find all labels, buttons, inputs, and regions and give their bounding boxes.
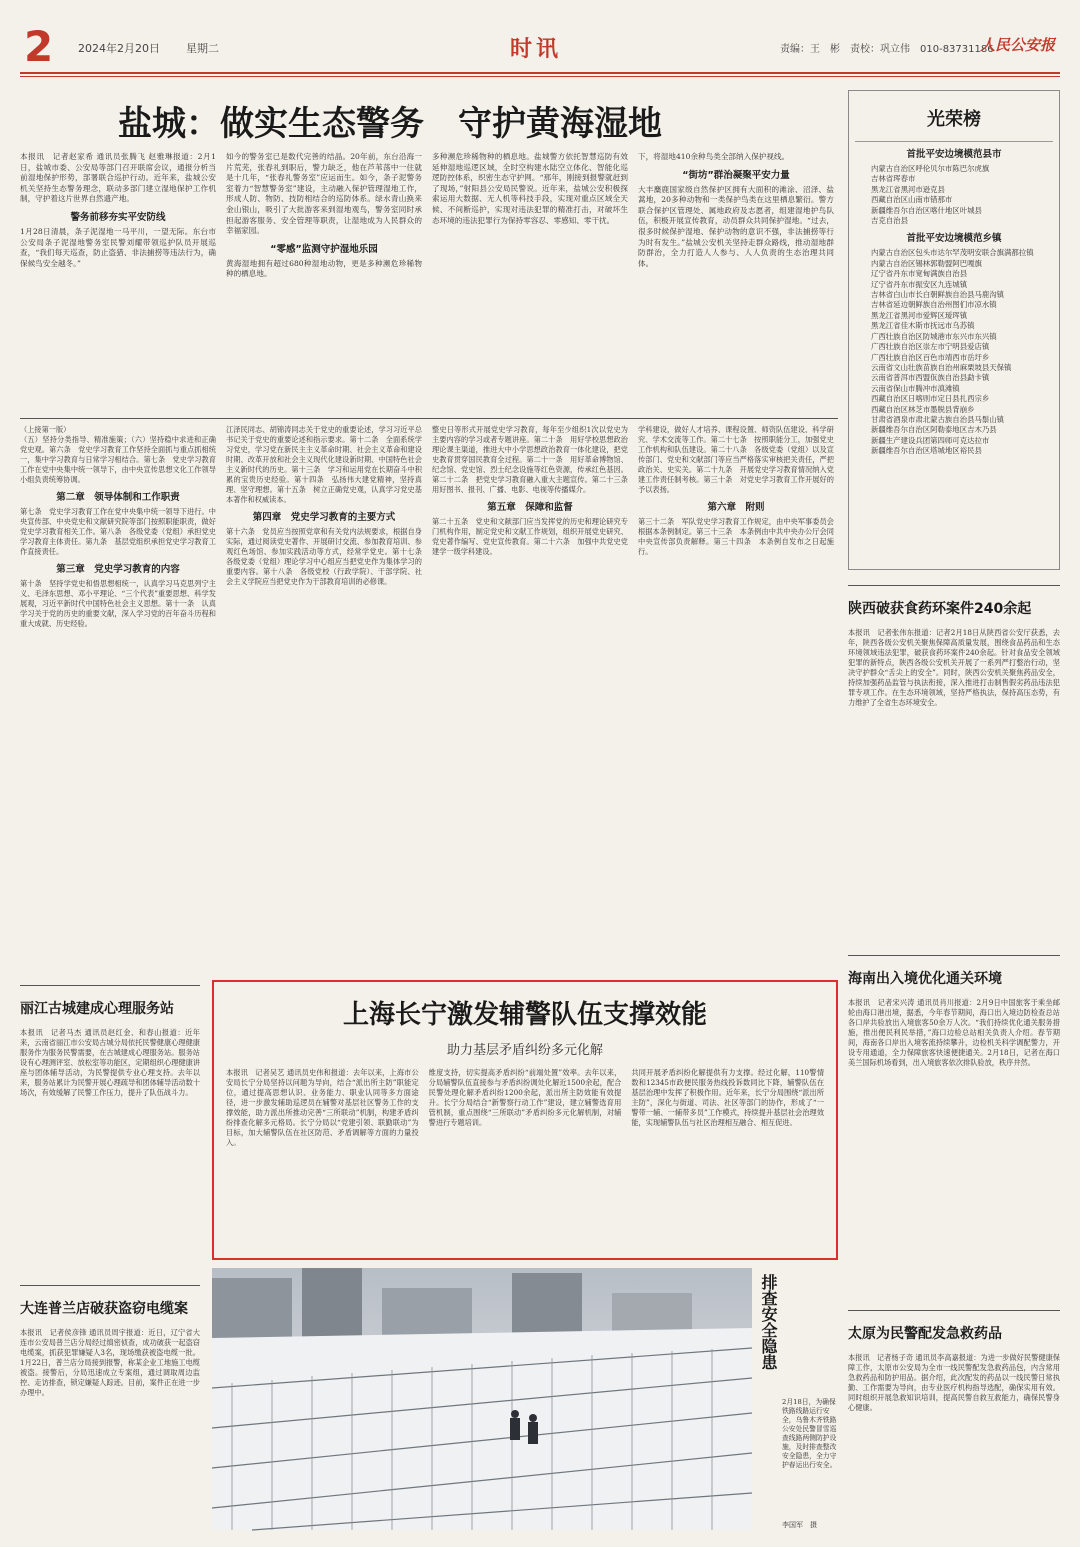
featured-headline: 上海长宁激发辅警队伍支撑效能: [342, 1000, 707, 1030]
honor-entry: 甘肃省酒泉市肃北蒙古族自治县马鬃山镇: [871, 414, 1005, 424]
honor-entry: 辽宁省丹东市振安区九连城镇: [871, 279, 968, 289]
honor-list: [855, 248, 1053, 456]
regulation-text: [20, 425, 838, 985]
shaanxi-article: [848, 585, 1060, 955]
lead-headline: 盐城：做实生态警务 守护黄海湿地: [118, 104, 662, 144]
continued-note: （上接第一版）: [20, 425, 71, 434]
lead-column-1: [20, 152, 216, 412]
honor-entry: 新疆维吾尔自治区喀什地区叶城县: [871, 205, 982, 215]
chapter-heading: 第三章 党史学习教育的内容: [56, 564, 180, 575]
lead-body: 如今的警务室已是数代完善的结晶。20年前，东台沿海一片荒芜，张春礼到职后，警力缺乏，他在芦苇荡中一住就是十几年，“张春礼警务室”应运而生。如今，条子泥警务室着力“智慧警务室”建设，主动融入保护管理湿地工作，形成人防、物防、技防相结合的巡防体系。绿水青山换来金山银山，吸引了大批游客来到湿地观鸟，警务室同时承担起游客服务、安全管理等职责，让湿地成为人民群众的幸福家园。: [226, 152, 422, 236]
honor-entry: 广西壮族自治区百色市靖西市岳圩乡: [871, 352, 990, 362]
section-title: 时讯: [510, 37, 563, 62]
honor-entry: 云南省保山市腾冲市滇滩镇: [871, 383, 960, 393]
honor-group-title: 首批平安边境模范乡镇: [906, 233, 1002, 245]
honor-entry: 新疆生产建设兵团第四师可克达拉市: [871, 435, 990, 445]
photo-caption-block: [756, 1268, 840, 1530]
lead-subhead: 警务前移夯实平安防线: [70, 211, 166, 223]
dalian-article: [20, 1285, 200, 1530]
honor-entry: 云南省普洱市西盟佤族自治县勐卡镇: [871, 373, 990, 383]
honor-entry: 黑龙江省佳木斯市抚远市乌苏镇: [871, 321, 975, 331]
honor-entry: 吉克自治县: [871, 216, 908, 226]
honor-entry: 广西壮族自治区防城港市东兴市东兴镇: [871, 331, 997, 341]
honor-entry: 西藏自治区日喀则市定日县扎西宗乡: [871, 394, 990, 404]
editor-credits: 责编：王 彬 责校：巩立伟 010-83731186: [780, 44, 994, 55]
dalian-headline: 大连普兰店破获盗窃电缆案: [20, 1301, 188, 1317]
masthead: [20, 18, 1060, 78]
honor-entry: 西藏自治区林芝市墨脱县背崩乡: [871, 404, 975, 414]
honor-group-title: 首批平安边境模范县市: [906, 149, 1002, 160]
regulation-column-4: [638, 425, 834, 985]
page-number: 2: [24, 22, 54, 71]
shaanxi-headline: 陕西破获食药环案件240余起: [848, 601, 1032, 617]
chapter-heading: 第六章 附则: [707, 502, 765, 513]
honor-list: [855, 164, 1053, 226]
chapter-heading: 第四章 党史学习教育的主要方式: [252, 512, 396, 523]
featured-article: [212, 980, 838, 1260]
regulation-body: 第十六条 党员应当按照党章和有关党内法规要求，根据自身实际，通过阅读党史著作、开展研讨交流、参加教育培训、参观红色场馆、参加实践活动等方式，经常学党史。第十七条 各级党委（党组）理论学习中心组应当把党史作为集体学习的重要内容。第十八条 各级党校（行政学院）、干部学院、社会主义学院应当把党史作为干部教育培训的必修课。: [226, 527, 430, 586]
hainan-headline: 海南出入境优化通关环境: [848, 971, 1002, 987]
honor-entry: 内蒙古自治区包头市达尔罕茂明安联合旗满都拉镇: [871, 248, 1034, 258]
hainan-article: [848, 955, 1060, 1295]
lead-body: 1月28日清晨，条子泥湿地一马平川，一望无际。东台市公安局条子泥湿地警务室民警刘耀带领巡护队员开展巡查，“我们每天巡查，防止盗猎、非法捕捞等违法行为，确保候鸟安全越冬。”: [20, 226, 216, 268]
taiyuan-headline: 太原为民警配发急救药品: [848, 1326, 1002, 1342]
featured-subtitle: 助力基层矛盾纠纷多元化解: [446, 1043, 603, 1058]
honor-entry: 吉林省珲春市: [871, 174, 916, 184]
chapter-heading: 第五章 保障和监督: [487, 502, 573, 513]
news-photo: [212, 1268, 752, 1530]
honor-entry: 辽宁省丹东市宽甸满族自治县: [871, 269, 968, 279]
issue-date: 2024年2月20日: [78, 42, 160, 55]
regulation-body: 学科建设，做好人才培养、课程设置、师资队伍建设、科学研究、学术交流等工作。第二十七条 按照职能分工，加强党史工作机构和队伍建设。第二十八条 各级党委（党组）以及宣传部门、党史和文献部门等应当严格落实审核把关责任，严把政治关、史实关。第二十九条 开展党史学习教育情况纳入党建工作责任制考核。第三十条 对党史学习教育工作开展好的予以表扬。: [638, 425, 834, 494]
honor-entry: 内蒙古自治区锡林郭勒盟阿巴嘎旗: [871, 258, 982, 268]
issue-weekday: 星期二: [186, 42, 219, 55]
dalian-body: 本报讯 记者侯彦锋 通讯员周宇报道：近日，辽宁省大连市公安局普兰店分局经过缜密侦查，成功破获一起盗窃电缆案，抓获犯罪嫌疑人3名，现场缴获被盗电缆一批。1月22日，普兰店分局接到报警，称某企业工地施工电缆被盗。接警后，分局迅速成立专案组，通过调取周边监控、走访排查，锁定嫌疑人踪迹。目前，案件正在进一步办理中。: [20, 1328, 200, 1397]
photo-caption-text: 2月18日，为确保铁路线路运行安全，乌鲁木齐铁路公安处民警冒雪巡查线路两侧防护设施，及时排查整改安全隐患，全力守护春运出行安全。: [782, 1398, 837, 1469]
featured-body: 共同开展矛盾纠纷化解提供有力支撑。经过化解，110警情数和12345市政便民服务热线投诉数同比下降，辅警队伍在基层治理中发挥了积极作用。近年来，长宁分局围绕“派出所主防”，深化与街道、司法、社区等部门的协作，形成了“一警带一辅、一辅带多员”工作模式，持续提升基层社会治理效能，实现辅警队伍与社区治理相互融合、相互促进。: [631, 1068, 825, 1127]
honor-entry: 新疆维吾尔自治区阿勒泰地区吉木乃县: [871, 425, 997, 435]
regulation-column-3: [432, 425, 636, 985]
shaanxi-body: 本报讯 记者张伟东报道：记者2月18日从陕西省公安厅获悉，去年，陕西各级公安机关聚焦保障高质量发展，围绕食品药品和生态环境领域违法犯罪，破获食药环案件240余起。针对食品安全领域犯罪的新特点，陕西各级公安机关开展了一系列严打整治行动，坚决守护群众“舌尖上的安全”。同时，陕西公安机关聚焦药品安全，持续加强药品监管与执法衔接，深入推进打击制售假劣药品违法犯罪专项工作。在生态环境领域，坚持严格执法，保持高压态势，有力维护了全省生态环境安全。: [848, 628, 1060, 707]
lijiang-body: 本报讯 记者马杰 通讯员赵红金、和春山报道：近年来，云南省丽江市公安局古城分局依托民警健康心理健康服务作为服务民警需要，在古城建成心理服务站。服务站设有心理测评室、放松室等功能区，定期组织心理健康讲座与团体辅导活动，为民警提供专业心理支持。去年以来，服务站累计为民警开展心理疏导和团体辅导活动数十场次，有效缓解了民警工作压力，提升了队伍战斗力。: [20, 1028, 200, 1097]
lead-story: [20, 90, 838, 415]
photo-credit: 李国军 摄: [782, 1521, 817, 1529]
photo-caption-title: 排查安全隐患: [759, 1274, 778, 1370]
featured-body: 维度支持，切实提高矛盾纠纷“前端处置”效率。去年以来，分局辅警队伍直接参与矛盾纠纷调处化解近1500余起，配合民警处理化解矛盾纠纷1200余起，派出所主防效能有效提升。长宁分局结合“新警察行动工作”建设，建立辅警选育用管机制，重点围绕“三所联动”矛盾纠纷多元化解机制，对辅警进行专题培训。: [428, 1068, 622, 1127]
honor-title: 光荣榜: [855, 97, 1053, 142]
lead-column-3: [432, 152, 628, 412]
hainan-body: 本报讯 记者宋兴涛 通讯员肖川报道：2月9日中国旅客于乘坐邮轮由海口港出境，据悉，今年春节期间，海口出入境边防检查总站各口岸共验放出入境旅客50余万人次。“我们持续优化通关服务措施，推出便民利民举措，”海口边检总站相关负责人介绍。春节期间，海南各口岸出入境客流持续攀升，边检机关科学调配警力，开设专用通道，全力保障旅客快速便捷通关。2月18日，记者在海口美兰国际机场看到，出入境旅客依次排队验放，秩序井然。: [848, 998, 1060, 1067]
lead-subhead: “街坊”群治凝聚平安力量: [682, 169, 790, 181]
honor-roll: [848, 90, 1060, 570]
newspaper-logo: 人民公安报: [980, 36, 1056, 54]
taiyuan-article: [848, 1310, 1060, 1530]
lijiang-headline: 丽江古城建成心理服务站: [20, 1001, 174, 1017]
honor-entry: 吉林省延边朝鲜族自治州图们市凉水镇: [871, 300, 997, 310]
regulation-body: 第三十二条 军队党史学习教育工作规定，由中央军事委员会根据本条例制定。第三十三条 本条例由中共中央办公厅会同中央宣传部负责解释。第三十四条 本条例自发布之日起施行。: [638, 517, 834, 556]
honor-entry: 广西壮族自治区崇左市宁明县爱店镇: [871, 342, 990, 352]
honor-entry: 黑龙江省黑河市爱辉区瑷珲镇: [871, 310, 968, 320]
lead-body: 多种濒危珍稀物种的栖息地。盐城警方依托智慧巡防有效延伸湿地巡逻区域，全时空构建水陆空立体化、智能化巡逻防控体系，织密生态守护网。“那年，刚接到报警就赶到了现场，”射阳县公安局民警说。近年来，盐城公安积极探索运用大数据、无人机等科技手段，实现对重点区域全天候、不间断巡护，实现对违法犯罪的精准打击，对破坏生态环境的违法犯罪行为保持零容忍、零感知、零干扰。: [432, 152, 628, 225]
honor-entry: 黑龙江省黑河市逊克县: [871, 184, 945, 194]
regulation-column-1: [20, 425, 216, 985]
snowy-railway-photo: [212, 1268, 752, 1530]
lead-column-2: [226, 152, 422, 412]
lead-body: 大丰麋鹿国家级自然保护区拥有大面积的滩涂、沼泽、盐蒿地，20多种动物和一类保护鸟类在这里栖息繁衍。警方联合保护区管理处、属地政府及志愿者，组建湿地护鸟队伍，积极开展宣传教育，动员群众共同保护湿地。“过去，很多时候保护湿地、保护动物的意识不强，非法捕捞等行为时有发生。”盐城公安机关坚持走群众路线，推动湿地群防群治，全力打造人人参与、人人负责的生态治理共同体。: [638, 184, 834, 268]
honor-entry: 内蒙古自治区呼伦贝尔市陈巴尔虎旗: [871, 164, 990, 173]
regulation-body: 第二十五条 党史和文献部门应当发挥党的历史和理论研究专门机构作用，制定党史和文献工作规划，组织开展党史研究、党史著作编写、党史宣传教育。第二十六条 加强中共党史党建学一级学科建设。: [432, 517, 628, 556]
regulation-column-2: [226, 425, 430, 985]
chapter-heading: 第二章 领导体制和工作职责: [56, 492, 180, 503]
lead-body: 下，将湿地410余种鸟类全部纳入保护视线。: [638, 152, 790, 161]
regulation-body: 整史日等形式开展党史学习教育，每年至少组织1次以党史为主要内容的学习或者专题讲座。第二十条 用好学校思想政治理论课主渠道，推进大中小学思想政治教育一体化建设，把党史教育贯穿国民教育全过程。第二十一条 用好革命博物馆、纪念馆、党史馆、烈士纪念设施等红色资源，传承红色基因。第二十二条 把党史学习教育融入重大主题宣传。第二十三条 用好图书、报刊、广播、电影、电视等传播媒介。: [432, 425, 636, 494]
lead-body: 本报讯 记者赵家希 通讯员张腾飞 赵雅琳报道：2月1日，盐城市委、公安局等部门召开联席会议，通报分析当前湿地保护形势，部署联合巡护行动。近年来，盐城公安机关坚持生态警务理念，联动多部门建立湿地保护工作机制，守护着这片世界自然遗产地。: [20, 152, 216, 204]
lijiang-article: [20, 985, 200, 1285]
regulation-body: 第七条 党史学习教育工作在党中央集中统一领导下进行。中央宣传部、中央党史和文献研究院等部门按照职能职责，做好党史学习教育相关工作。第八条 各级党委（党组）承担党史学习教育主体责任。第九条 基层党组织承担党史学习教育工作直接责任。: [20, 507, 216, 556]
featured-body: 本报讯 记者吴艺 通讯员史伟和报道：去年以来，上海市公安局长宁分局坚持以问题为导向，结合“派出所主防”职能定位，通过提高思想认识、业务能力、职业认同等多方面途径，进一步激发辅助巡逻员在辅警对基层社区警务工作的支撑效能，助力派出所推动完善“三所联动”机制，构建矛盾纠纷排查化解多元格局。长宁分局以“党建引领、联勤联动”为目标，加大辅警队伍在社区防范、矛盾调解等方面的力量投入。: [226, 1068, 419, 1147]
regulation-body: （五）坚持分类指导、精准施策；（六）坚持稳中求进和正确党史观。第六条 党史学习教育工作坚持全面抓与重点抓相统一，集中学习教育与日常学习相结合。第七条 党史学习教育工作在党中央集中统一领导下，由中央宣传思想文化工作领导小组负责统筹协调。: [20, 435, 216, 484]
lead-body: 黄海湿地拥有超过680种湿地动物，更是多种濒危珍稀物种的栖息地。: [226, 258, 422, 279]
regulation-body: 江泽民同志、胡锦涛同志关于党史的重要论述，学习习近平总书记关于党史的重要论述和指示要求。第十二条 全面系统学习党史，学习党在新民主主义革命时期、社会主义革命和建设时期、改革开放和社会主义现代化建设新时期、中国特色社会主义新时代的历史。第十三条 学习和运用党在长期奋斗中积累的宝贵历史经验。第十四条 弘扬伟大建党精神，坚持真理、坚守理想。第十五条 树立正确党史观，认真学习党史基本著作和权威读本。: [226, 425, 422, 504]
honor-entry: 云南省文山壮族苗族自治州麻栗坡县天保镇: [871, 362, 1012, 372]
lead-column-4: [638, 152, 834, 412]
honor-entry: 新疆维吾尔自治区塔城地区裕民县: [871, 446, 982, 456]
honor-entry: 吉林省白山市长白朝鲜族自治县马鹿沟镇: [871, 290, 1005, 300]
lead-subhead: “零感”监测守护湿地乐园: [270, 243, 378, 255]
regulation-body: 第十条 坚持学党史和悟思想相统一，认真学习马克思列宁主义、毛泽东思想、邓小平理论、“三个代表”重要思想、科学发展观，习近平新时代中国特色社会主义思想。第十一条 认真学习关于党的历史的重要文献，深入学习党的百年奋斗历程和重大成就、历史经验。: [20, 579, 216, 628]
honor-entry: 西藏自治区山南市错那市: [871, 195, 953, 205]
taiyuan-body: 本报讯 记者杨子奇 通讯员李高嘉报道：为进一步做好民警健康保障工作，太原市公安局为全市一线民警配发急救药品包，内含常用急救药品和防护用品。据介绍，此次配发的药品以一线民警日常执勤、工作需要为导向，由专业医疗机构指导选配，确保实用有效。同时组织开展急救知识培训，提高民警自救互救能力，确保民警身心健康。: [848, 1353, 1060, 1412]
